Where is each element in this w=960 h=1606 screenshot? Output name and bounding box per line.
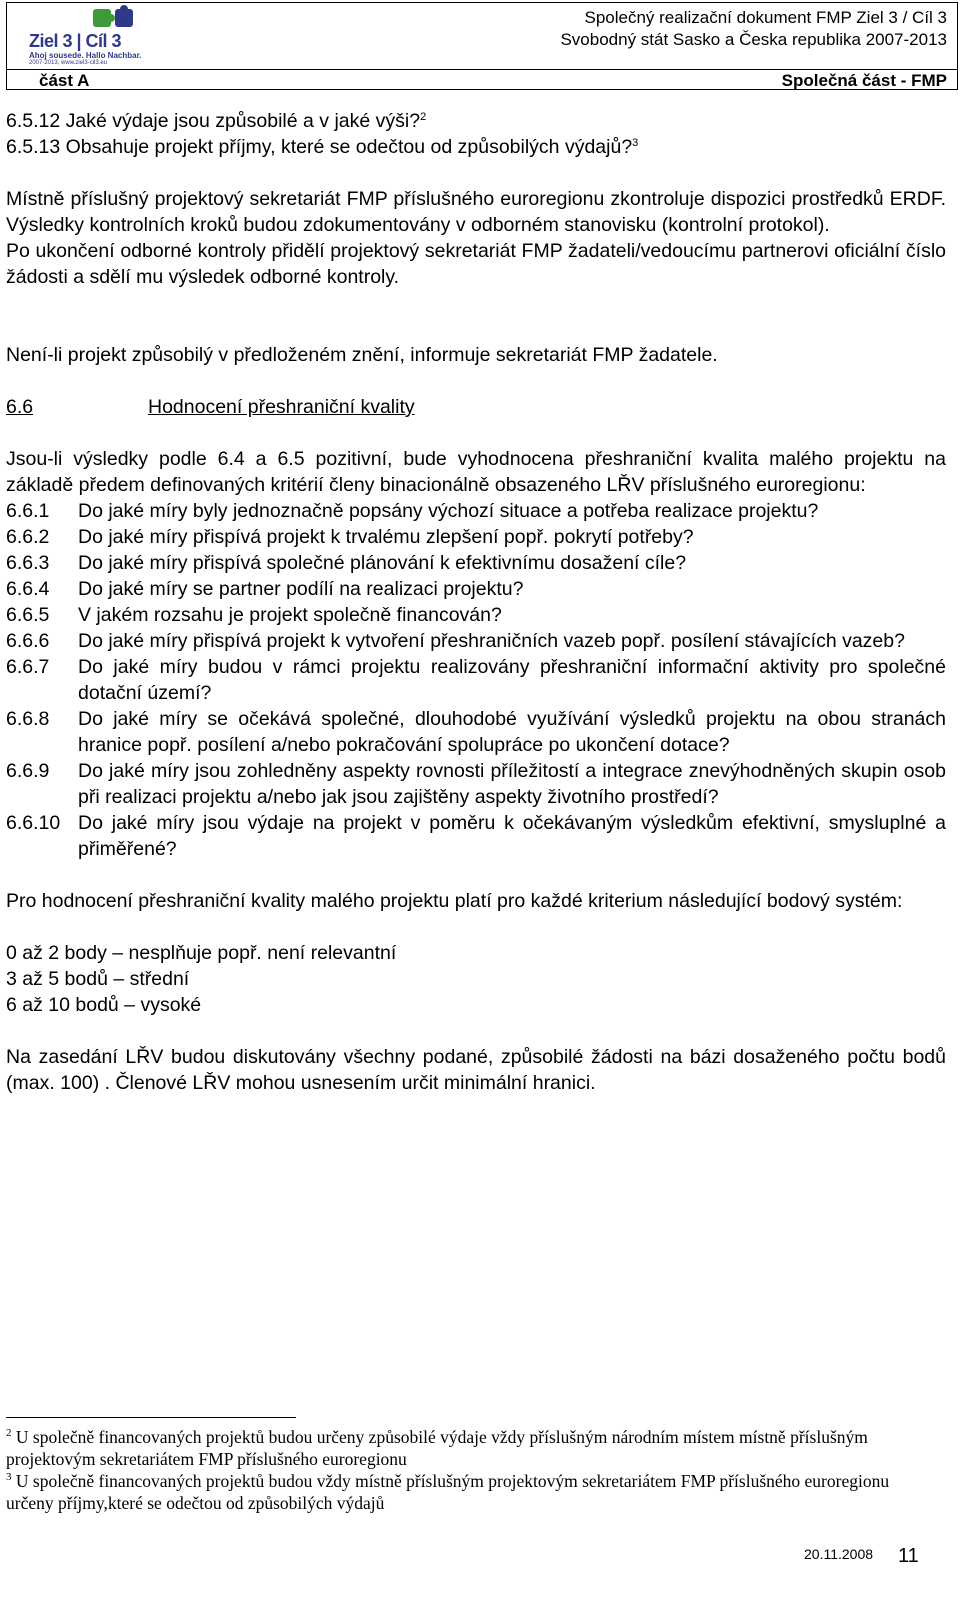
- paragraph: Pro hodnocení přeshraniční kvality malého projektu platí pro každé kriterium následující bodový systém:: [6, 890, 903, 912]
- score-item: 6 až 10 bodů – vysoké: [6, 994, 202, 1016]
- header-title: [560, 7, 947, 51]
- logo-url: 2007-2013, www.ziel3-cil3.eu: [29, 60, 108, 66]
- section-number: 6.6: [6, 396, 34, 418]
- header-title-line2: Svobodný stát Sasko a Česka republika 2007-2013: [560, 30, 947, 49]
- section-heading: [6, 394, 946, 420]
- footnote-divider: [6, 1417, 296, 1418]
- page-body: [6, 108, 946, 1096]
- list-item: 6.6.2 Do jaké míry přispívá projekt k trvalému zlepšení popř. pokrytí potřeby?: [6, 526, 694, 548]
- section-title: Hodnocení přeshraniční kvality: [148, 396, 415, 418]
- list-item: 6.6.8 Do jaké míry se očekává společné, dlouhodobé využívání výsledků projektu na obou stranách hranice popř. posílení a/nebo pokračování spolupráce po ukončení dotace?: [6, 708, 946, 756]
- list-item: 6.6.7 Do jaké míry budou v rámci projektu realizovány přeshraniční informační aktivity pro společné dotační území?: [6, 656, 946, 704]
- footnote-ref[interactable]: 3: [632, 137, 639, 149]
- footer-date: 20.11.2008: [804, 1546, 874, 1562]
- puzzle-icon: [89, 5, 137, 33]
- paragraph: Není-li projekt způsobilý v předloženém znění, informuje sekretariát FMP žadatele.: [6, 344, 718, 366]
- footnote-ref[interactable]: 2: [420, 111, 427, 123]
- paragraph: Místně příslušný projektový sekretariát FMP příslušného euroregionu zkontroluje dispozici prostředků ERDF. Výsledky kontrolních kroků budou zdokumentovány v odborném stanovisku (kontrolní protokol).: [6, 188, 946, 236]
- footnote: $^2$ U společně financovaných projektů budou určeny způsobilé výdaje vždy příslušným národním místem místně příslušným projektovým sekretariátem FMP příslušného euroregionu: [6, 1427, 868, 1469]
- score-item: 3 až 5 bodů – střední: [6, 968, 190, 990]
- list-item: 6.6.10 Do jaké míry jsou výdaje na projekt v poměru k očekávaným výsledkům efektivní, smysluplné a přiměřené?: [6, 812, 946, 860]
- list-item: 6.6.6 Do jaké míry přispívá projekt k vytvoření přeshraničních vazeb popř. posílení stávajících vazeb?: [6, 630, 905, 652]
- list-item: 6.6.4 Do jaké míry se partner podílí na realizaci projektu?: [6, 578, 524, 600]
- paragraph: Po ukončení odborné kontroly přidělí projektový sekretariát FMP žadateli/vedoucímu partnerovi oficiální číslo žádosti a sdělí mu výsledek odborné kontroly.: [6, 240, 946, 288]
- footnotes: [6, 1417, 926, 1514]
- header-title-line1: Společný realizační dokument FMP Ziel 3 / Cíl 3: [584, 8, 947, 27]
- page-number: 11: [898, 1545, 919, 1567]
- list-item: 6.6.9 Do jaké míry jsou zohledněny aspekty rovnosti příležitostí a integrace znevýhodněných skupin osob při realizaci projektu a/nebo jak jsou zajištěny aspekty životního prostředí?: [6, 760, 946, 808]
- paragraph: Na zasedání LŘV budou diskutovány všechny podané, způsobilé žádosti na bázi dosaženého počtu bodů (max. 100) . Členové LŘV mohou usnesením určit minimální hranici.: [6, 1046, 946, 1094]
- list-item: 6.6.5 V jakém rozsahu je projekt společně financován?: [6, 604, 502, 626]
- criteria-list: [6, 498, 946, 862]
- question-6-5-13: 6.5.13 Obsahuje projekt příjmy, které se odečtou od způsobilých výdajů?$^3$: [6, 136, 639, 158]
- ziel3-logo: [29, 3, 149, 67]
- question-6-5-12: 6.5.12 Jaké výdaje jsou způsobilé a v jaké výši?$^2$: [6, 110, 427, 132]
- score-item: 0 až 2 body – nesplňuje popř. není relevantní: [6, 942, 397, 964]
- paragraph: Jsou-li výsledky podle 6.4 a 6.5 pozitivní, bude vyhodnocena přeshraniční kvalita malého projektu na základě předem definovaných kritérií členy binacionálně obsazeného LŘV příslušného euroregionu:: [6, 448, 946, 496]
- logo-tagline: Ahoj sousede. Hallo Nachbar.: [29, 51, 142, 60]
- logo-text: Ziel 3 | Cíl 3: [29, 31, 122, 51]
- header-part-right: Společná část - FMP: [781, 71, 947, 90]
- list-item: 6.6.1 Do jaké míry byly jednoznačně popsány výchozí situace a potřeba realizace projektu?: [6, 500, 819, 522]
- footnote: $^3$ U společně financovaných projektů budou vždy místně příslušným projektovým sekretariátem FMP příslušného euroregionu určeny příjmy,které se odečtou od způsobilých výdajů: [6, 1471, 890, 1513]
- page-header: [6, 2, 958, 90]
- score-list: [6, 940, 946, 1018]
- list-item: 6.6.3 Do jaké míry přispívá společné plánování k efektivnímu dosažení cíle?: [6, 552, 687, 574]
- header-divider: [7, 69, 957, 70]
- header-part-left: část A: [39, 71, 90, 90]
